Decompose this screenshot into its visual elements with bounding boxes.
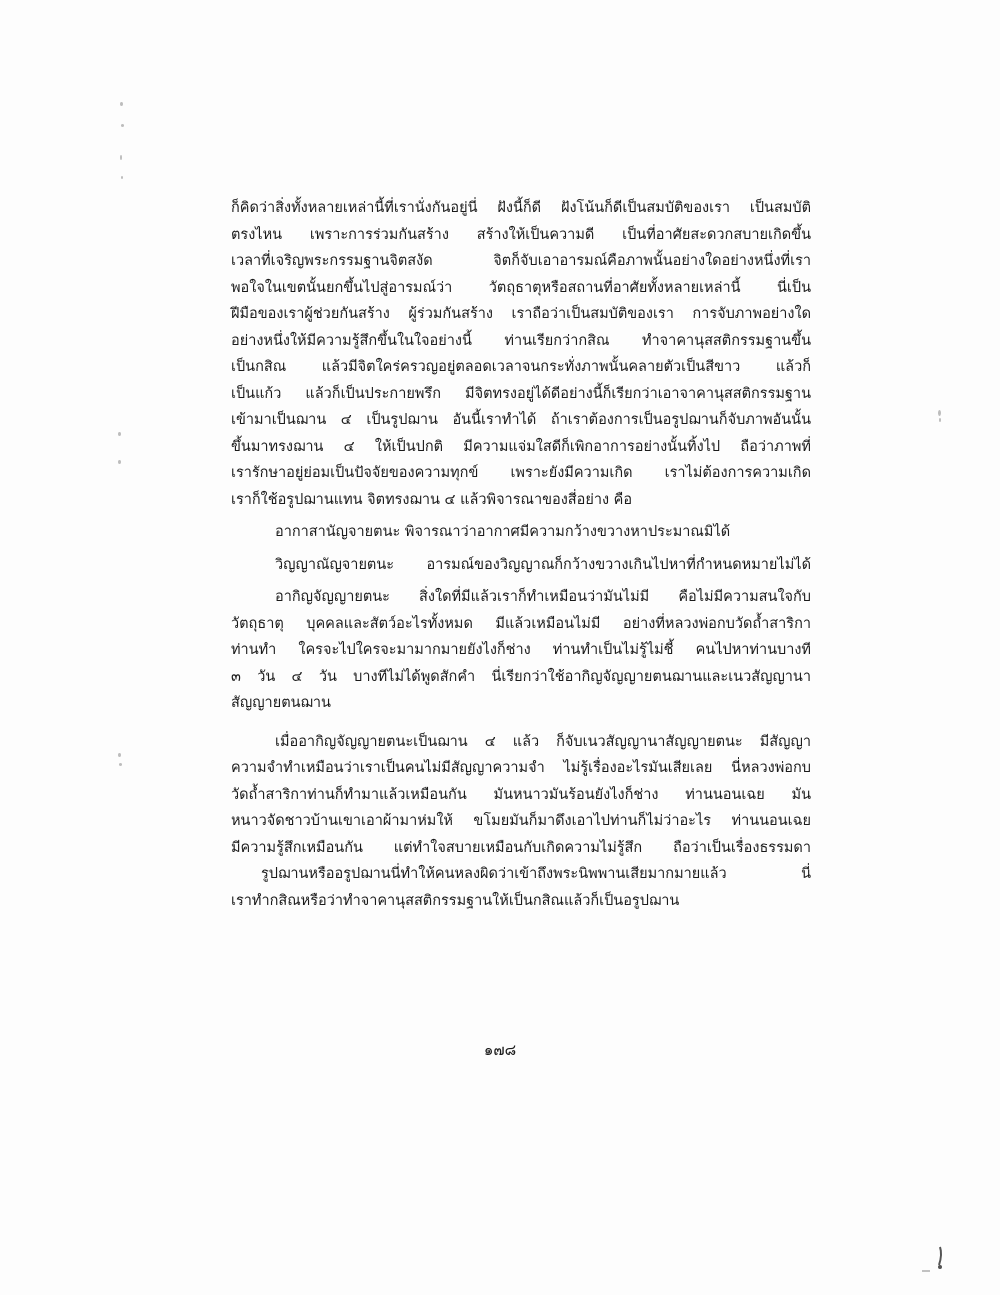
text-line: มีความรู้สึกเหมือนกัน แต่ทำใจสบายเหมือนกับเกิดความไม่รู้สึก ถือว่าเป็นเรื่องธรรมดา bbox=[231, 839, 811, 856]
text-line: ฝีมือของเราผู้ช่วยกันสร้าง ผู้ร่วมกันสร้าง เราถือว่าเป็นสมบัติของเรา การจับภาพอย่างใด bbox=[231, 306, 811, 322]
scan-speck bbox=[120, 102, 123, 106]
text-line: ความจำทำเหมือนว่าเราเป็นคนไม่มีสัญญาความจำ ไม่รู้เรื่องอะไรมันเสียเลย นี่หลวงพ่อกบ bbox=[231, 760, 811, 776]
scan-speck bbox=[118, 432, 121, 436]
scan-speck bbox=[121, 124, 124, 127]
text-line: เราก็ใช้อรูปฌานแทน จิตทรงฌาน ๔ แล้วพิจารณาของสี่อย่าง คือ bbox=[231, 491, 633, 508]
text-line: วัดถ้ำสาริกาท่านก็ทำมาแล้วเหมือนกัน มันหนาวมันร้อนยังไงก็ช่าง ท่านนอนเฉย มัน bbox=[231, 786, 811, 803]
text-line: เรารักษาอยู่ย่อมเป็นปัจจัยของความทุกข์ เพราะยังมีความเกิด เราไม่ต้องการความเกิด bbox=[231, 465, 811, 481]
text-line: อากิญจัญญายตนะ สิ่งใดที่มีแล้วเราก็ทำเหมือนว่ามันไม่มี คือไม่มีความสนใจกับ bbox=[275, 589, 811, 605]
text-line: อากาสานัญจายตนะ พิจารณาว่าอากาศมีความกว้างขวางหาประมาณมิได้ bbox=[275, 524, 731, 540]
text-line: เข้ามาเป็นฌาน ๔ เป็นรูปฌาน อันนี้เราทำได้ ถ้าเราต้องการเป็นอรูปฌานก็จับภาพอันนั้น bbox=[231, 412, 811, 428]
text-line: ตรงไหน เพราะการร่วมกันสร้าง สร้างให้เป็นความดี เป็นที่อาศัยสะดวกสบายเกิดขึ้น bbox=[231, 226, 811, 243]
text-line: เมื่ออากิญจัญญายตนะเป็นฌาน ๔ แล้ว ก็จับเนวสัญญานาสัญญายตนะ มีสัญญา bbox=[275, 733, 811, 750]
text-line: ท่านทำ ใครจะไปใครจะมามากมายยังไงก็ช่าง ท่านทำเป็นไม่รู้ไม่ชี้ คนไปหาท่านบางที bbox=[231, 642, 811, 658]
text-line: เป็นแก้ว แล้วก็เป็นประกายพรึก มีจิตทรงอยู่ได้ดีอย่างนี้ก็เรียกว่าเอาจาคานุสสติกรรมฐาน bbox=[231, 385, 811, 402]
text-line: เวลาที่เจริญพระกรรมฐานจิตสงัด จิตก็จับเอาอารมณ์คือภาพนั้นอย่างใดอย่างหนึ่งที่เรา bbox=[231, 253, 811, 269]
scan-speck bbox=[120, 155, 122, 160]
text-line: ๓ วัน ๔ วัน บางทีไม่ได้พูดสักคำ นี่เรียกว่าใช้อากิญจัญญายตนฌานและเนวสัญญานา bbox=[231, 668, 811, 685]
text-line: วัตถุธาตุ บุคคลและสัตว์อะไรทั้งหมด มีแล้วเหมือนไม่มี อย่างที่หลวงพ่อกบวัดถ้ำสาริกา bbox=[231, 615, 811, 632]
text-line: หนาวจัดชาวบ้านเขาเอาผ้ามาห่มให้ ขโมยมันก็มาดึงเอาไปท่านก็ไม่ว่าอะไร ท่านนอนเฉย bbox=[231, 813, 811, 829]
page-number: ๑๗๘ bbox=[483, 1041, 517, 1059]
scan-speck bbox=[118, 753, 121, 757]
text-line: พอใจในเขตนั้นยกขึ้นไปสู่อารมณ์ว่า วัตถุธาตุหรือสถานที่อาศัยทั้งหลายเหล่านี้ นี่เป็น bbox=[231, 279, 811, 296]
text-line: เป็นกสิณ แล้วมีจิตใคร่ครวญอยู่ตลอดเวลาจนกระทั่งภาพนั้นคลายตัวเป็นสีขาว แล้วก็ bbox=[231, 359, 811, 375]
scan-speck bbox=[939, 418, 941, 422]
text-line: เราทำกสิณหรือว่าทำจาคานุสสติกรรมฐานให้เป็นกสิณแล้วก็เป็นอรูปฌาน bbox=[231, 892, 680, 909]
text-line: ก็คิดว่าสิ่งทั้งหลายเหล่านี้ที่เรานั่งกันอยู่นี่ ฝังนี้ก็ดี ฝังโน้นก็ดีเป็นสมบัติของเรา เป็นสมบัติ bbox=[231, 200, 811, 216]
scan-speck bbox=[121, 176, 123, 179]
ink-mark bbox=[920, 1245, 946, 1273]
text-line: สัญญายตนฌาน bbox=[231, 695, 331, 711]
text-line: ขึ้นมาทรงฌาน ๔ ให้เป็นปกติ มีความแจ่มใสดีก็เพิกอาการอย่างนั้นทิ้งไป ถือว่าภาพที่ bbox=[231, 438, 811, 455]
body-text bbox=[231, 195, 811, 914]
text-line: รูปฌานหรืออรูปฌานนี่ทำให้คนหลงผิดว่าเข้าถึงพระนิพพานเสียมากมายแล้ว นี่ bbox=[261, 866, 811, 882]
text-line: อย่างหนึ่งให้มีความรู้สึกขึ้นในใจอย่างนี้ ท่านเรียกว่ากสิณ ทำจาคานุสสติกรรมฐานขึ้น bbox=[231, 332, 811, 349]
text-line: วิญญาณัญจายตนะ อารมณ์ของวิญญาณก็กว้างขวางเกินไปหาที่กำหนดหมายไม่ได้ bbox=[275, 556, 811, 573]
scan-speck bbox=[938, 410, 941, 416]
scan-speck bbox=[118, 460, 121, 464]
scan-speck bbox=[119, 763, 122, 766]
